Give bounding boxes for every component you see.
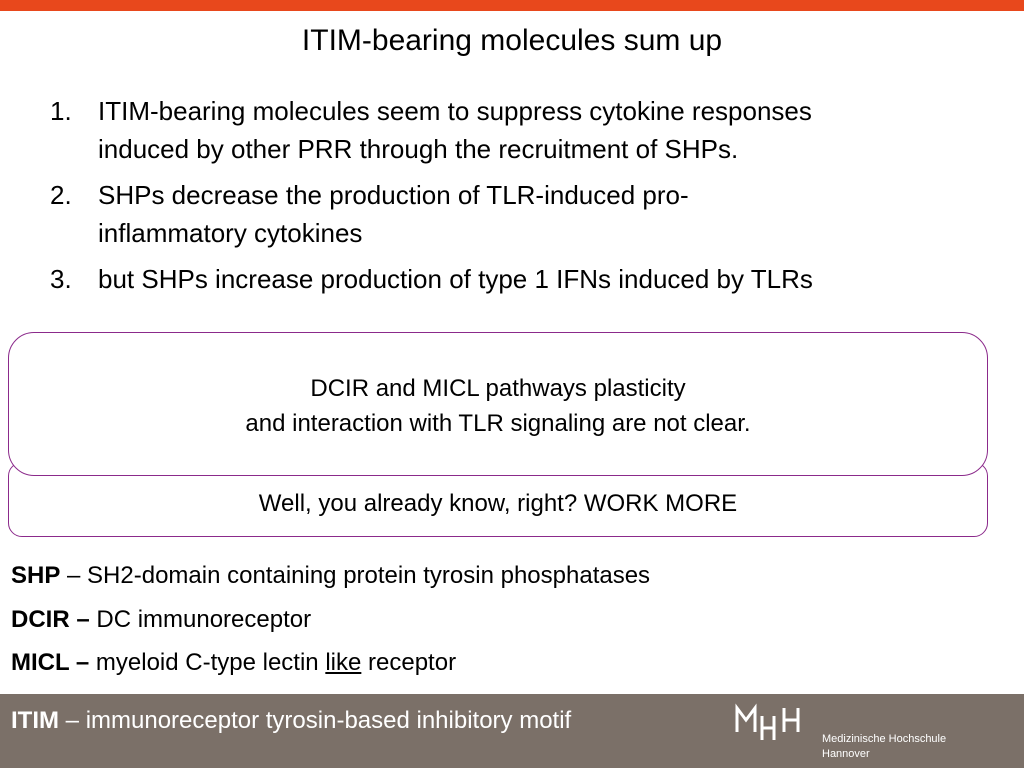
list-text-line: SHPs decrease the production of TLR-induced pro- (98, 180, 689, 210)
mhh-logo (734, 702, 964, 758)
definition-text: myeloid C-type lectin (95, 649, 326, 676)
list-number: 3. (50, 264, 72, 294)
definition-text: immunoreceptor tyrosin-based inhibitory motif (85, 707, 572, 734)
mhh-logo-mark (734, 702, 814, 742)
list-number: 2. (50, 180, 72, 210)
definition-term: ITIM (11, 707, 59, 734)
list-text-line: induced by other PRR through the recruitment of SHPs. (98, 134, 739, 164)
logo-text (822, 732, 946, 762)
conclusion-line-1: DCIR and MICL pathways plasticity (310, 375, 686, 402)
list-text-line: inflammatory cytokines (98, 218, 363, 248)
definition-text: DC immunoreceptor (96, 606, 312, 633)
footer-bar (0, 694, 1024, 768)
logo-line-2: Hannover (822, 748, 870, 760)
definition-separator: – (60, 562, 88, 589)
list-item (50, 260, 990, 298)
list-item (50, 92, 990, 168)
list-text-line: ITIM-bearing molecules seem to suppress cytokine responses (98, 96, 812, 126)
top-accent-bar (0, 0, 1024, 11)
definition-term: SHP (11, 562, 61, 589)
conclusion-box (8, 332, 988, 476)
definition-shp (11, 561, 650, 591)
definition-term: MICL – (11, 649, 96, 676)
definition-micl (11, 648, 456, 678)
definition-term: DCIR – (11, 606, 97, 633)
slide-title: ITIM-bearing molecules sum up (301, 24, 723, 57)
conclusion-line-2: and interaction with TLR signaling are not clear. (245, 410, 751, 437)
work-more-text: Well, you already know, right? WORK MORE (258, 490, 738, 517)
definition-itim (11, 706, 571, 736)
definition-dcir (11, 605, 311, 635)
definition-separator: – (59, 707, 86, 734)
list-text-line: but SHPs increase production of type 1 IFNs induced by TLRs (98, 264, 813, 294)
list-item (50, 176, 990, 252)
definition-underlined-word: like (325, 649, 362, 676)
summary-list (50, 92, 990, 306)
list-number: 1. (50, 96, 72, 126)
logo-line-1: Medizinische Hochschule (822, 733, 947, 745)
definition-text: receptor (361, 649, 457, 676)
definition-text: SH2-domain containing protein tyrosin phosphatases (87, 562, 651, 589)
